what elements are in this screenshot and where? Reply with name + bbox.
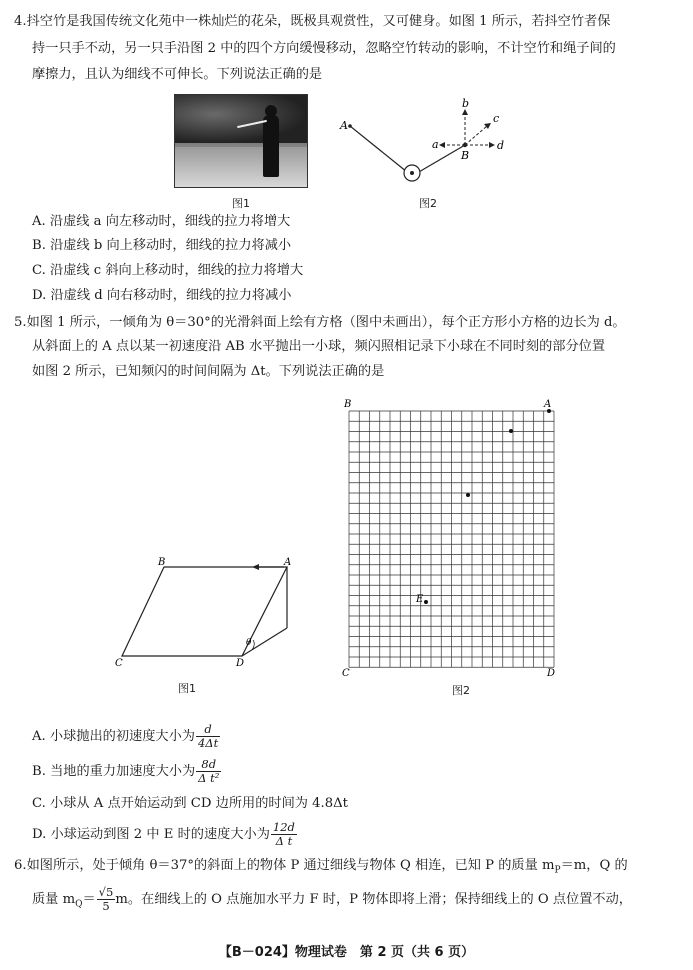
q4-label-A: A <box>340 119 348 132</box>
q5-fig2-label-A: A <box>544 399 552 410</box>
q6-mass-q-subscript: Q <box>75 899 83 910</box>
q5-incline-diagram <box>112 556 302 672</box>
q5-option-a-denominator: 4Δt <box>197 736 219 750</box>
q5-fig1-label-D: D <box>236 658 245 669</box>
q4-fig2-caption: 图2 <box>419 197 437 210</box>
q6-fraction-numerator: √5 <box>98 885 114 899</box>
q5-fig1-caption: 图1 <box>178 682 196 695</box>
q5-fig1-label-C: C <box>115 658 123 669</box>
q4-option-a: A. 沿虚线 a 向左移动时，细线的拉力将增大 <box>32 214 291 229</box>
q4-line3: 摩擦力，且认为细线不可伸长。下列说法正确的是 <box>32 67 323 82</box>
q4-string-diagram <box>330 96 510 188</box>
flash-point-2 <box>466 493 470 497</box>
flash-point-e <box>424 600 428 604</box>
q5-grid-diagram <box>338 396 566 680</box>
q6-mass-p-subscript: P <box>554 865 561 876</box>
q5-option-d-numerator: 12d <box>272 820 295 834</box>
q4-label-c: c <box>493 112 500 125</box>
q5-fig1-label-A: A <box>284 557 292 568</box>
q6-line1-end: ＝m，Q 的 <box>560 858 628 873</box>
q6-line2-start: 质量 m <box>32 892 76 907</box>
q4-label-b: b <box>462 97 470 110</box>
q5-line2: 从斜面上的 A 点以某一初速度沿 AB 水平抛出一小球，频闪照相记录下小球在不同时刻的部分位置 <box>32 339 606 354</box>
q6-line2-equals: ＝ <box>82 892 96 907</box>
q5-option-d-denominator: Δ t <box>275 834 293 848</box>
q5-option-b-denominator: Δ t² <box>198 771 220 785</box>
q4-option-b: B. 沿虚线 b 向上移动时，细线的拉力将减小 <box>32 238 292 253</box>
q5-option-a <box>32 722 220 752</box>
q4-label-a: a <box>432 138 439 151</box>
q4-label-d: d <box>497 139 505 152</box>
q5-fig2-label-C: C <box>342 668 350 679</box>
q4-line2: 持一只手不动，另一只手沿图 2 中的四个方向缓慢移动，忽略空竹转动的影响，不计空竹和绳子间的 <box>32 41 616 56</box>
q5-fig2-caption: 图2 <box>452 684 470 697</box>
q4-label-B: B <box>461 149 470 162</box>
q4-option-d: D. 沿虚线 d 向右移动时，细线的拉力将减小 <box>32 288 292 303</box>
q5-line3: 如图 2 所示，已知频闪的时间间隔为 Δt。下列说法正确的是 <box>32 364 385 379</box>
q5-fig2-label-B: B <box>344 399 352 410</box>
q6-line2-end: m。在细线上的 O 点施加水平力 F 时，P 物体即将上滑；保持细线上的 O 点位置不动， <box>115 892 632 907</box>
q5-fig2-label-E: E <box>416 594 424 605</box>
q4-fig1-caption: 图1 <box>232 197 250 210</box>
q6-fraction-denominator: 5 <box>102 899 110 913</box>
q5-line1: 5.如图 1 所示，一倾角为 θ＝30°的光滑斜面上绘有方格（图中未画出），每个正方形小方格的边长为 d。 <box>14 315 626 330</box>
q5-option-c: C. 小球从 A 点开始运动到 CD 边所用的时间为 4.8Δt <box>32 796 348 811</box>
q6-line1-text: 6.如图所示，处于倾角 θ＝37°的斜面上的物体 P 通过细线与物体 Q 相连，已知 P 的质量 m <box>14 858 555 873</box>
q5-option-d-text: D. 小球运动到图 2 中 E 时的速度大小为 <box>32 827 270 842</box>
q5-option-b-text: B. 当地的重力加速度大小为 <box>32 764 196 779</box>
q5-option-a-text: A. 小球抛出的初速度大小为 <box>32 729 195 744</box>
q5-option-b-numerator: 8d <box>196 758 221 772</box>
q5-fig1-label-B: B <box>158 557 166 568</box>
q5-option-a-numerator: d <box>196 723 220 737</box>
q5-fig2-label-D: D <box>547 668 556 679</box>
q5-option-b <box>32 757 221 787</box>
q6-line2 <box>32 884 632 921</box>
flash-point-1 <box>509 429 513 433</box>
page-footer: 【B－024】物理试卷 第 2 页（共 6 页） <box>218 945 475 960</box>
q5-option-d <box>32 820 297 850</box>
q4-photo-figure <box>174 94 308 188</box>
q4-line1: 4.抖空竹是我国传统文化苑中一株灿烂的花朵，既极具观赏性，又可健身。如图 1 所示，若抖空竹者保 <box>14 14 611 29</box>
q6-line1 <box>14 856 628 881</box>
q4-option-c: C. 沿虚线 c 斜向上移动时，细线的拉力将增大 <box>32 263 304 278</box>
q5-theta-label: θ <box>246 638 252 648</box>
